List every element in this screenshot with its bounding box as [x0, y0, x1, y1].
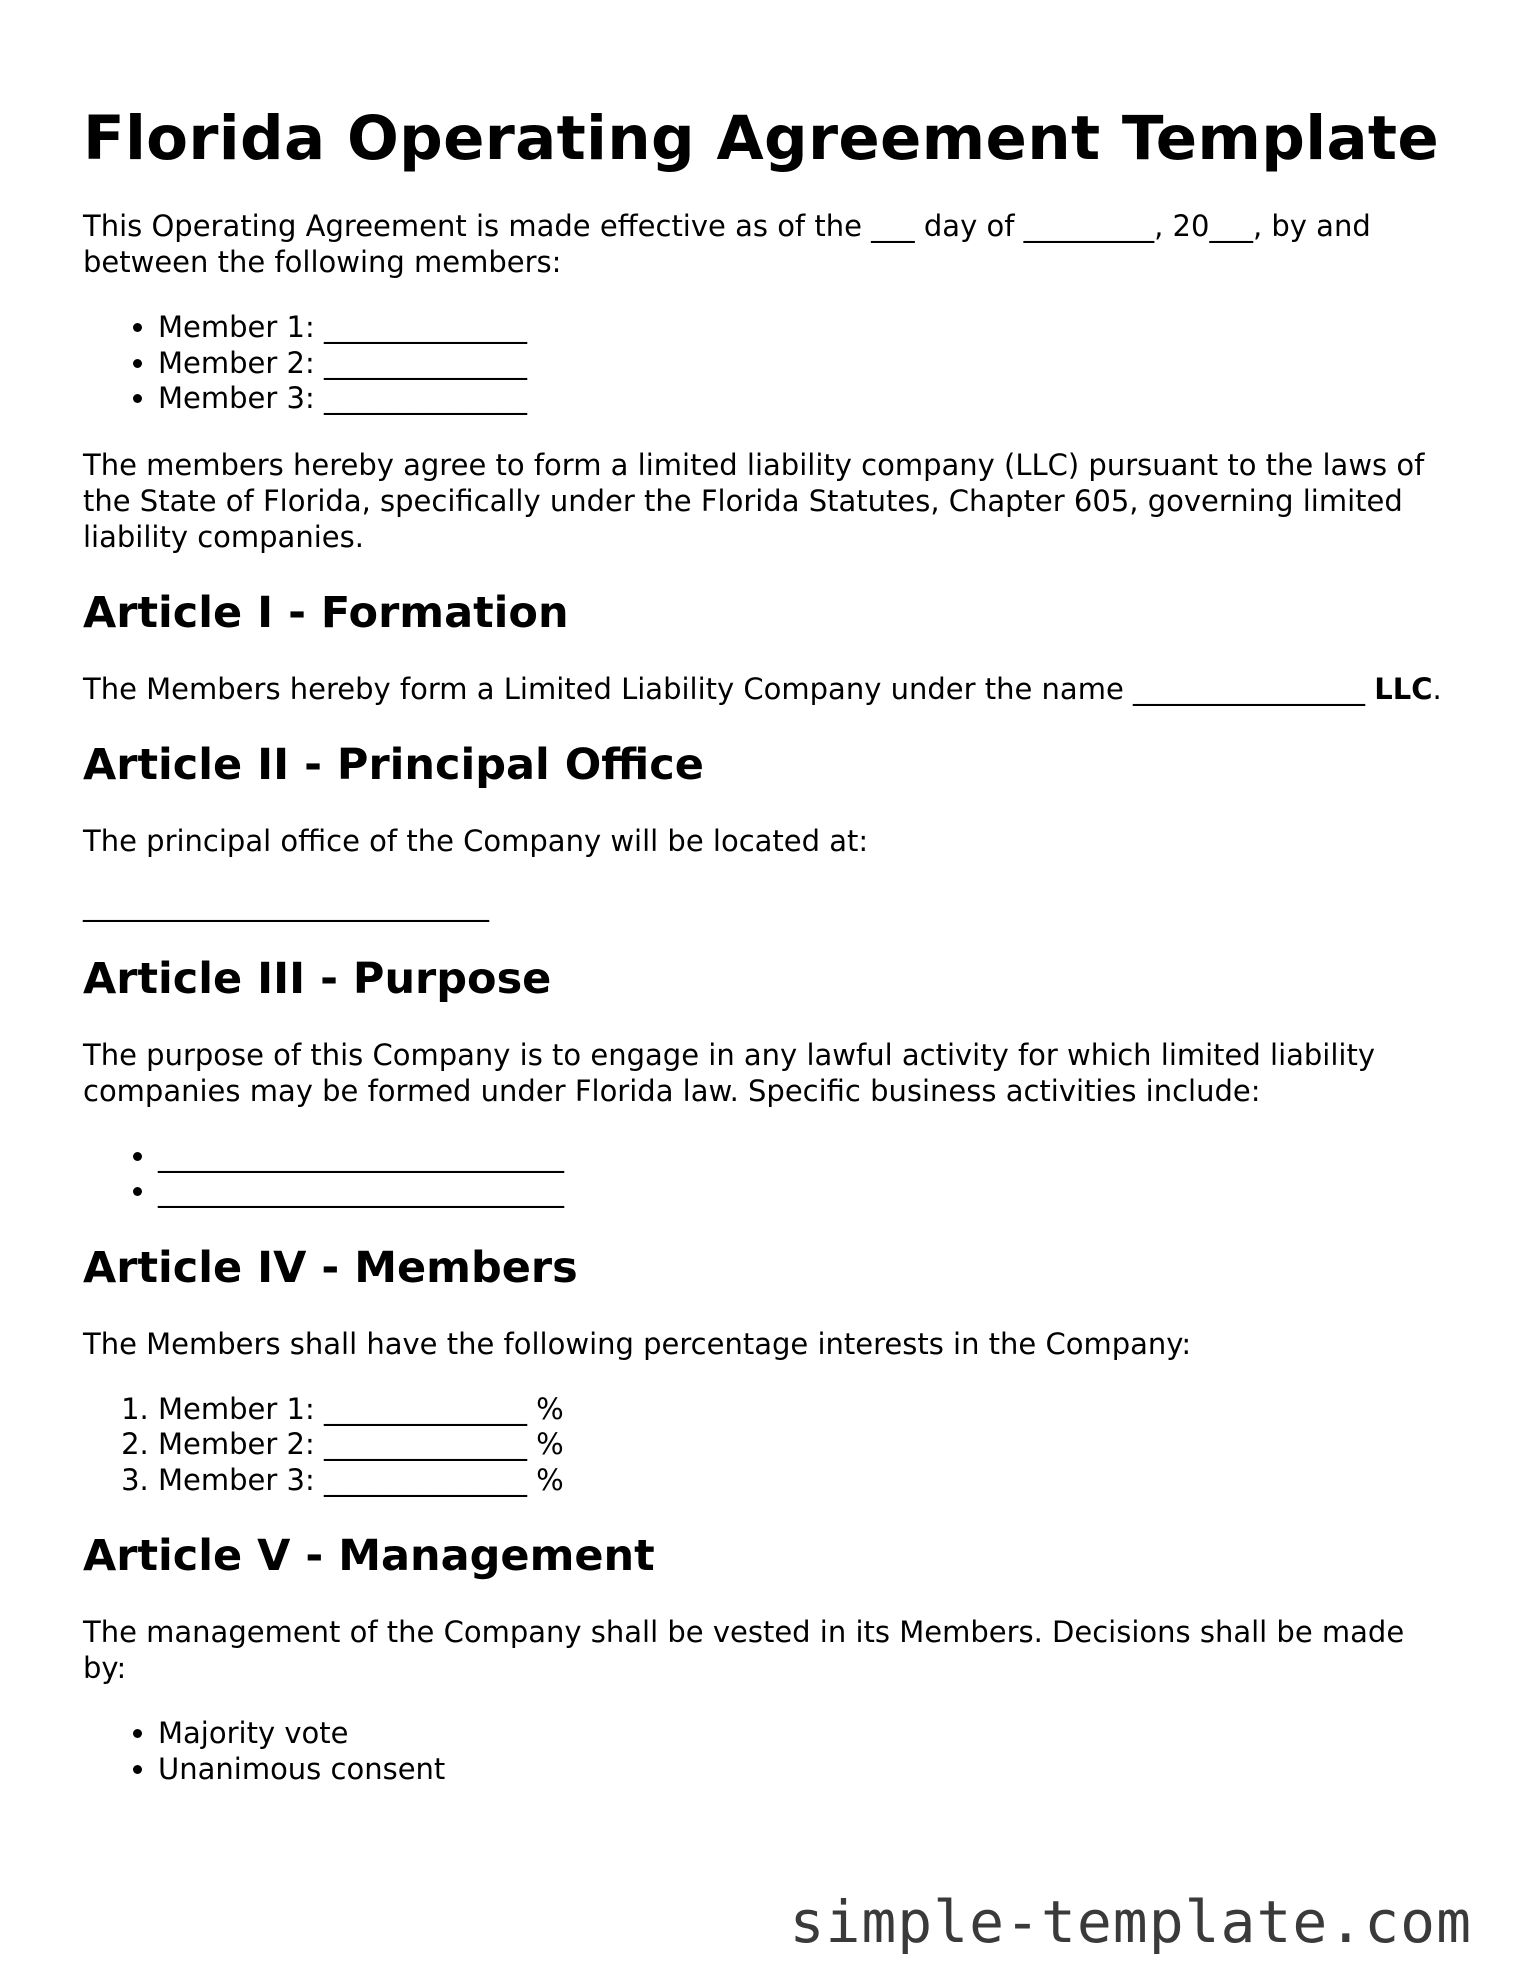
article-1-body: The Members hereby form a Limited Liability Company under the name ________________ — [83, 671, 1366, 706]
interest-item: 1. Member 1: ______________ % — [158, 1392, 1453, 1428]
article-1-text — [83, 671, 1453, 707]
article-4-heading: Article IV - Members — [83, 1242, 578, 1293]
document-title: Florida Operating Agreement Template — [83, 103, 1440, 174]
document-page — [83, 100, 1453, 1817]
article-1-heading: Article I - Formation — [83, 587, 569, 638]
intro-paragraph: This Operating Agreement is made effective as of the ___ day of _________, 20___, by and between the following members: — [83, 209, 1371, 279]
interest-item: 2. Member 2: ______________ % — [158, 1427, 1453, 1463]
formation-statement: The members hereby agree to form a limited liability company (LLC) pursuant to the laws of the State of Florida, specifically under the Florida Statutes, Chapter 605, governing limited liability companies. — [83, 447, 1425, 554]
member-list — [83, 310, 1453, 417]
watermark: simple-template.com — [789, 1888, 1472, 1956]
activity-item: • ____________________________ — [158, 1139, 1453, 1175]
decision-item: • Majority vote — [158, 1716, 1453, 1752]
interest-item: 3. Member 3: ______________ % — [158, 1463, 1453, 1499]
member-item: • Member 3: ______________ — [158, 381, 1453, 417]
decision-list — [83, 1716, 1453, 1787]
article-5-text: The management of the Company shall be vested in its Members. Decisions shall be made by: — [83, 1615, 1405, 1685]
activity-item: • ____________________________ — [158, 1174, 1453, 1210]
article-1-period: . — [1432, 671, 1442, 706]
decision-item: • Unanimous consent — [158, 1752, 1453, 1788]
office-address-blank: ____________________________ — [83, 887, 489, 922]
article-3-text: The purpose of this Company is to engage in any lawful activity for which limited liability companies may be formed under Florida law. Specific business activities include: — [83, 1037, 1376, 1108]
member-item: • Member 2: ______________ — [158, 346, 1453, 382]
article-2-text: The principal office of the Company will be located at: — [83, 823, 869, 858]
member-item: • Member 1: ______________ — [158, 310, 1453, 346]
article-4-text: The Members shall have the following percentage interests in the Company: — [83, 1326, 1192, 1361]
article-3-heading: Article III - Purpose — [83, 953, 552, 1004]
llc-suffix: LLC — [1374, 671, 1433, 706]
article-2-heading: Article II - Principal Office — [83, 739, 704, 790]
article-5-heading: Article V - Management — [83, 1531, 655, 1581]
interest-list — [83, 1392, 1453, 1499]
activity-list — [83, 1139, 1453, 1210]
